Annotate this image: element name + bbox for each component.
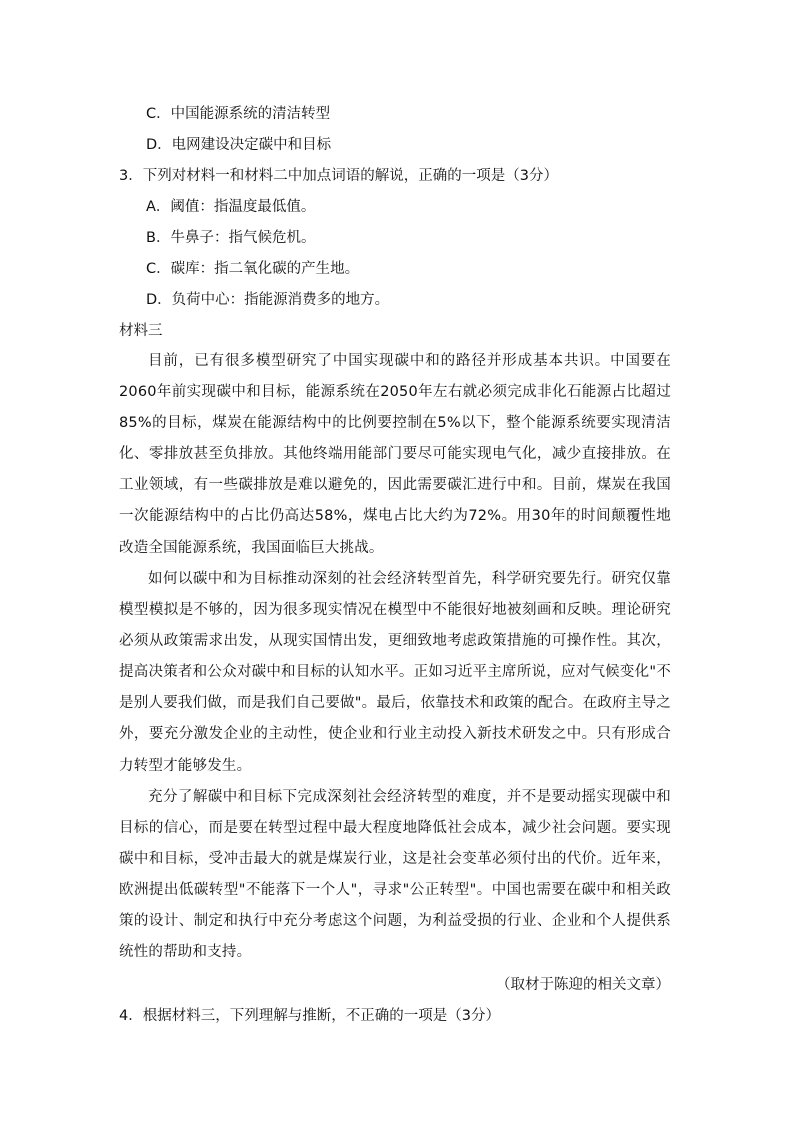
material-three-paragraph-2: 如何以碳中和为目标推动深刻的社会经济转型首先，科学研究要先行。研究仅靠模型模拟是不够的，因为很多现实情况在模型中不能很好地被刻画和反映。理论研究必须从政策需求出发，从现实国情出发，更细致地考虑政策措施的可操作性。其次，提高决策者和公众对碳中和目标的认知水平。正如习近平主席所说，应对气候变化"不是别人要我们做，而是我们自己要做"。最后，依靠技术和政策的配合。在政府主导之外，要充分激发企业的主动性，使企业和行业主动投入新技术研发之中。只有形成合力转型才能够发生。 (119, 571, 671, 774)
q4-stem: 4．根据材料三，下列理解与推断，不正确的一项是（3分） (119, 1008, 500, 1024)
material-three-title: 材料三 (119, 323, 163, 339)
material-three-paragraph-1: 目前，已有很多模型研究了中国实现碳中和的路径并形成基本共识。中国要在2060年前实现碳中和目标，能源系统在2050年左右就必须完成非化石能源占比超过85%的目标，煤炭在能源结构中的比例要控制在5%以下，整个能源系统要实现清洁化、零排放甚至负排放。其他终端用能部门要尽可能实现电气化，减少直接排放。在工业领域，有一些碳排放是难以避免的，因此需要碳汇进行中和。目前，煤炭在我国一次能源结构中的占比仍高达58%，煤电占比大约为72%。用30年的时间颠覆性地改造全国能源系统，我国面临巨大挑战。 (119, 353, 671, 556)
material-three-paragraph-3: 充分了解碳中和目标下完成深刻社会经济转型的难度，并不是要动摇实现碳中和目标的信心，而是要在转型过程中最大程度地降低社会成本，减少社会问题。要实现碳中和目标，受冲击最大的就是煤炭行业，这是社会变革必须付出的代价。近年来，欧洲提出低碳转型"不能落下一个人"，寻求"公正转型"。中国也需要在碳中和相关政策的设计、制定和执行中充分考虑这个问题，为利益受损的行业、企业和个人提供系统性的帮助和支持。 (119, 789, 671, 961)
q3-stem: 3．下列对材料一和材料二中加点词语的解说，正确的一项是（3分） (119, 168, 558, 184)
q2-option-d: D．电网建设决定碳中和目标 (146, 137, 332, 153)
q3-option-a: A．阈值：指温度最低值。 (146, 199, 316, 215)
q3-option-c: C．碳库：指二氧化碳的产生地。 (146, 261, 360, 277)
q2-option-c: C．中国能源系统的清洁转型 (146, 106, 331, 122)
q3-option-b: B．牛鼻子：指气候危机。 (146, 230, 316, 246)
q3-option-d: D．负荷中心：指能源消费多的地方。 (146, 292, 390, 308)
material-source-citation: （取材于陈迎的相关文章） (496, 977, 670, 993)
